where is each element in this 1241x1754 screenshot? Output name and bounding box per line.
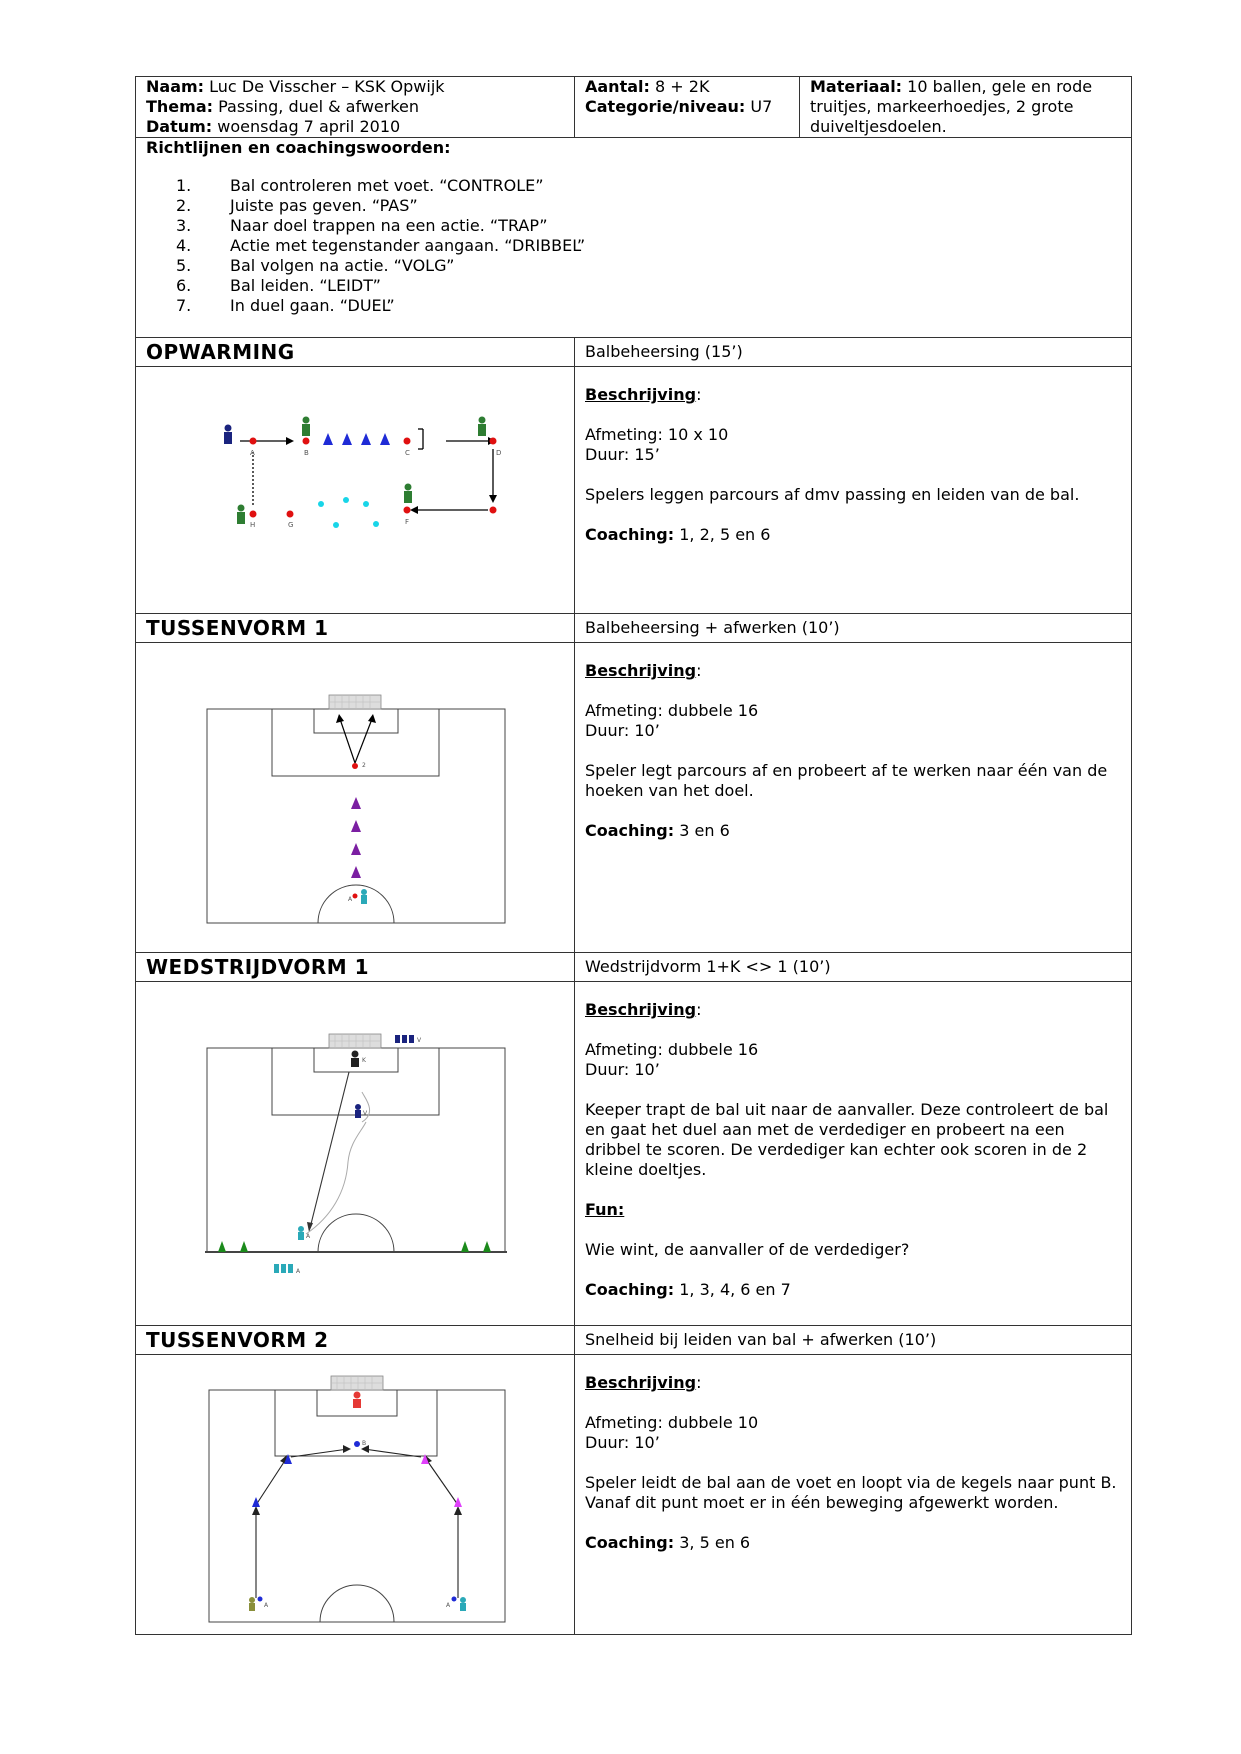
coaching-label: Coaching: (585, 1280, 675, 1299)
coaching-label: Coaching: (585, 821, 675, 840)
rules-cell (136, 138, 1132, 338)
attacker-icon (298, 1226, 304, 1240)
svg-text:K: K (362, 1057, 366, 1064)
red-balls (250, 438, 497, 518)
description-tussenvorm-2: Beschrijving: Afmeting: dubbele 10 Duur: 10’ Speler leidt de bal aan de voet en loopt via de kegels naar punt B. Vanaf dit punt moet er in één beweging afgewerkt worden. Coaching: 3, 5 en 6 (575, 1355, 1132, 1635)
description-text: Speler leidt de bal aan de voet en loopt via de kegels naar punt B. Vanaf dit punt moet er in één beweging afgewerkt worden. (585, 1473, 1117, 1512)
purple-cones-icon (351, 797, 361, 878)
datum-label: Datum: (146, 117, 213, 136)
afmeting: Afmeting: dubbele 16 (585, 1040, 759, 1059)
section-title-wedstrijdvorm-1: WEDSTRIJDVORM 1 (136, 953, 575, 982)
keeper-icon (353, 1392, 361, 1409)
section-subtitle-tussenvorm-2: Snelheid bij leiden van bal + afwerken (10’) (575, 1326, 1132, 1355)
rule-item: 1. Bal controleren met voet. “CONTROLE” (176, 176, 544, 195)
diagram-tussenvorm-2 (136, 1355, 575, 1635)
section-subtitle-opwarming: Balbeheersing (15’) (575, 338, 1132, 367)
naam-value: Luc De Visscher – KSK Opwijk (209, 77, 445, 96)
coaching-value: 1, 2, 5 en 6 (679, 525, 771, 544)
duur: Duur: 10’ (585, 1433, 660, 1452)
coaching-label: Coaching: (585, 525, 675, 544)
header-cell-right (800, 77, 1132, 138)
datum-value: woensdag 7 april 2010 (217, 117, 401, 136)
coaching-value: 1, 3, 4, 6 en 7 (679, 1280, 791, 1299)
duur: Duur: 10’ (585, 721, 660, 740)
svg-text:A: A (296, 1268, 301, 1275)
categorie-value: U7 (750, 97, 773, 116)
sheet-table (135, 76, 1132, 1635)
coaching-value: 3, 5 en 6 (679, 1533, 751, 1552)
beschrijving-label: Beschrijving (585, 1373, 697, 1392)
rule-item: 6. Bal leiden. “LEIDT” (176, 276, 381, 295)
rules-list (146, 176, 1121, 316)
afmeting: Afmeting: dubbele 16 (585, 701, 759, 720)
cyan-dots (318, 497, 379, 528)
beschrijving-label: Beschrijving (585, 385, 697, 404)
svg-text:V: V (417, 1037, 422, 1044)
coaching-value: 3 en 6 (679, 821, 730, 840)
section-title-tussenvorm-2: TUSSENVORM 2 (136, 1326, 575, 1355)
svg-text:2: 2 (362, 762, 366, 769)
duur: Duur: 10’ (585, 1060, 660, 1079)
rule-item: 5. Bal volgen na actie. “VOLG” (176, 256, 455, 275)
fun-label: Fun: (585, 1200, 625, 1219)
coaching-label: Coaching: (585, 1533, 675, 1552)
attackers-waiting-icon (274, 1264, 293, 1273)
training-sheet (135, 76, 1131, 1635)
svg-text:A: A (250, 449, 255, 457)
svg-text:G: G (288, 521, 294, 529)
section-subtitle-wedstrijdvorm-1: Wedstrijdvorm 1+K <> 1 (10’) (575, 953, 1132, 982)
defender-icon (355, 1104, 361, 1118)
diagram-wedstrijdvorm-1 (136, 982, 575, 1326)
player-icons (224, 417, 486, 525)
aantal-value: 8 + 2K (655, 77, 710, 96)
beschrijving-label: Beschrijving (585, 1000, 697, 1019)
description-text: Keeper trapt de bal uit naar de aanvaller. Deze controleert de bal en gaat het duel aan met de verdediger en probeert na een dribbel te scoren. De verdediger kan echter ook scoren in de 2 kleine doeltjes. (585, 1100, 1109, 1179)
description-tussenvorm-1: Beschrijving: Afmeting: dubbele 16 Duur: 10’ Speler legt parcours af en probeert af te werken naar één van de hoeken van het doel. Coaching: 3 en 6 (575, 643, 1132, 953)
defenders-waiting-icon (395, 1035, 414, 1043)
categorie-label: Categorie/niveau: (585, 97, 746, 116)
svg-text:A: A (306, 1233, 311, 1240)
blue-cones-icon (323, 433, 390, 445)
svg-text:B: B (304, 449, 309, 457)
svg-text:A: A (348, 896, 353, 903)
rules-title: Richtlijnen en coachingswoorden: (146, 138, 451, 157)
player-icon (460, 1597, 466, 1611)
svg-text:C: C (405, 449, 410, 457)
rule-item: 2. Juiste pas geven. “PAS” (176, 196, 418, 215)
svg-text:D: D (496, 449, 502, 457)
player-icon (249, 1597, 255, 1611)
materiaal-value: 10 ballen, gele en rode truitjes, markeerhoedjes, 2 grote duiveltjesdoelen. (810, 77, 1093, 136)
diagram-tussenvorm-1 (136, 643, 575, 953)
description-wedstrijdvorm-1: Beschrijving: Afmeting: dubbele 16 Duur: 10’ Keeper trapt de bal uit naar de aanvaller. Deze controleert de bal en gaat het duel aan met de verdediger en probeert na een dribbel te scoren. De verdediger kan echter ook scoren in de 2 kleine doeltjes. Fun: Wie wint, de aanvaller of de verdediger? Coaching: 1, 3, 4, 6 en 7 (575, 982, 1132, 1326)
svg-text:H: H (250, 521, 256, 529)
description-text: Speler legt parcours af en probeert af te werken naar één van de hoeken van het doel. (585, 761, 1108, 800)
keeper-icon (351, 1051, 359, 1068)
duur: Duur: 15’ (585, 445, 660, 464)
green-cones-icon (218, 1241, 491, 1252)
player-icon (361, 889, 367, 904)
wedstrijdvorm1-diagram-svg (136, 982, 574, 1325)
description-opwarming: Beschrijving: Afmeting: 10 x 10 Duur: 15’ Spelers leggen parcours af dmv passing en leiden van de bal. Coaching: 1, 2, 5 en 6 (575, 367, 1132, 614)
svg-text:V: V (363, 1110, 368, 1117)
section-title-tussenvorm-1: TUSSENVORM 1 (136, 614, 575, 643)
diagram-opwarming (136, 367, 575, 614)
rule-item: 4. Actie met tegenstander aangaan. “DRIBBEL” (176, 236, 586, 255)
tussenvorm1-diagram-svg (136, 643, 574, 952)
description-text: Spelers leggen parcours af dmv passing en leiden van de bal. (585, 485, 1080, 504)
header-cell-left (136, 77, 575, 138)
svg-text:B: B (362, 1440, 367, 1447)
afmeting: Afmeting: dubbele 10 (585, 1413, 759, 1432)
header-cell-middle (575, 77, 800, 138)
rule-item: 3. Naar doel trappen na een actie. “TRAP” (176, 216, 548, 235)
afmeting: Afmeting: 10 x 10 (585, 425, 729, 444)
svg-text:A: A (264, 1602, 269, 1609)
section-title-opwarming: OPWARMING (136, 338, 575, 367)
materiaal-label: Materiaal: (810, 77, 903, 96)
rule-item: 7. In duel gaan. “DUEL” (176, 296, 395, 315)
tussenvorm2-diagram-svg (136, 1355, 574, 1634)
opwarming-diagram-svg (136, 367, 574, 613)
beschrijving-label: Beschrijving (585, 661, 697, 680)
arc-path (256, 1449, 458, 1598)
section-subtitle-tussenvorm-1: Balbeheersing + afwerken (10’) (575, 614, 1132, 643)
ball (352, 763, 358, 769)
svg-text:A: A (446, 1602, 451, 1609)
svg-text:F: F (405, 518, 410, 526)
fun-text: Wie wint, de aanvaller of de verdediger? (585, 1240, 910, 1259)
naam-label: Naam: (146, 77, 205, 96)
aantal-label: Aantal: (585, 77, 650, 96)
thema-label: Thema: (146, 97, 214, 116)
thema-value: Passing, duel & afwerken (218, 97, 420, 116)
